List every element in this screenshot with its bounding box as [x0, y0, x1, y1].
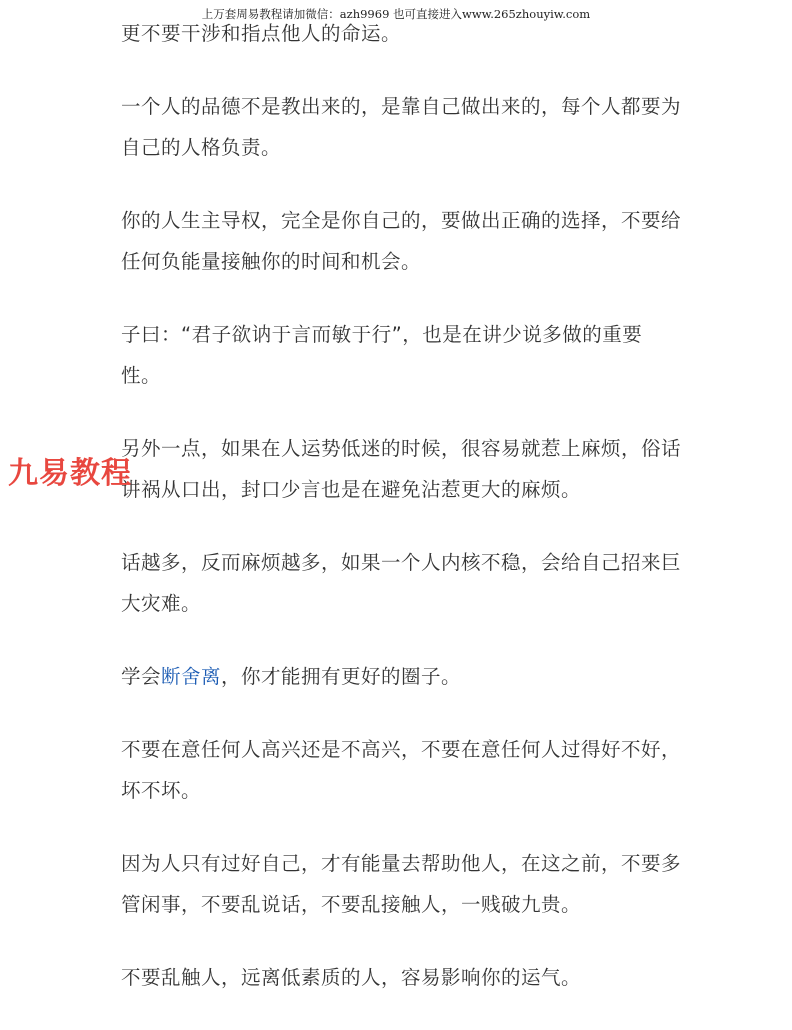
paragraph-suffix: ，你才能拥有更好的圈子。 — [221, 665, 462, 688]
paragraph-prefix: 学会 — [121, 665, 162, 688]
paragraph: 更不要干涉和指点他人的命运。 — [121, 22, 402, 45]
duanshelI-link[interactable]: 断舍离 — [161, 665, 222, 688]
paragraph-with-link — [121, 656, 681, 697]
article-body — [121, 13, 681, 1030]
header-contact-note: 上万套周易教程请加微信：azh9969 也可直接进入www.265zhouyiw.com — [201, 7, 591, 21]
paragraph: 不要在意任何人高兴还是不高兴，不要在意任何人过得好不好，坏不坏。 — [121, 738, 682, 802]
paragraph: 因为人只有过好自己，才有能量去帮助他人，在这之前，不要多管闲事，不要乱说话，不要乱接触人，一贱破九贵。 — [121, 852, 682, 916]
paragraph: 另外一点，如果在人运势低迷的时候，很容易就惹上麻烦，俗话讲祸从口出，封口少言也是在避免沾惹更大的麻烦。 — [121, 437, 682, 501]
watermark-logo: 九易教程 — [8, 456, 132, 491]
paragraph: 不要乱触人，远离低素质的人，容易影响你的运气。 — [121, 966, 582, 989]
paragraph: 话越多，反而麻烦越多，如果一个人内核不稳，会给自己招来巨大灾难。 — [121, 551, 682, 615]
paragraph: 一个人的品德不是教出来的，是靠自己做出来的，每个人都要为自己的人格负责。 — [121, 95, 682, 159]
paragraph: 子曰：“君子欲讷于言而敏于行”，也是在讲少说多做的重要性。 — [121, 323, 643, 387]
paragraph: 你的人生主导权，完全是你自己的，要做出正确的选择，不要给任何负能量接触你的时间和机会。 — [121, 209, 682, 273]
